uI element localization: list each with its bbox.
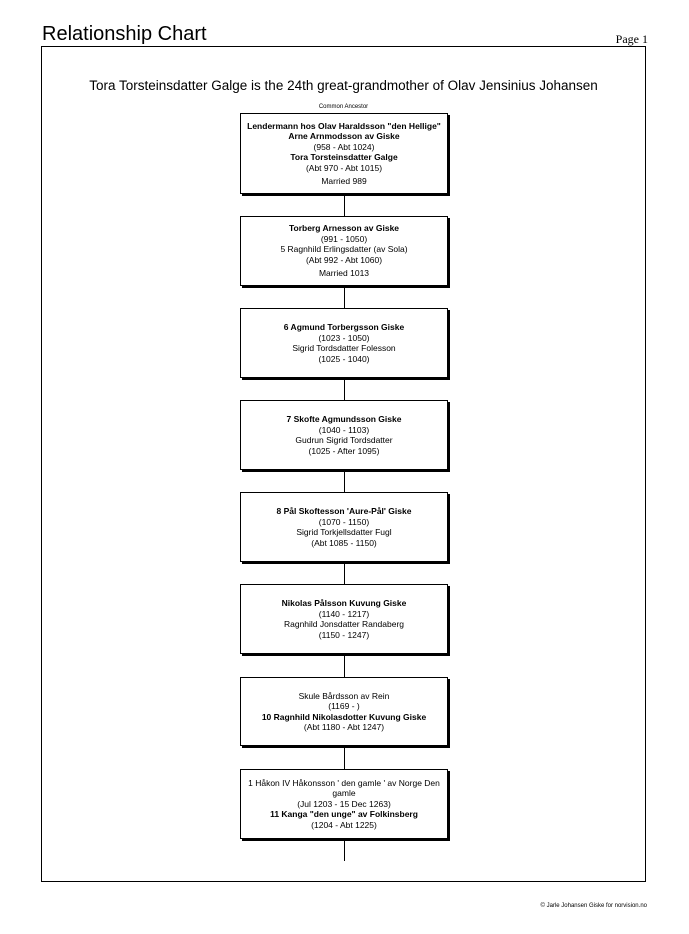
connector-line xyxy=(344,654,345,677)
person-name: 8 Pål Skoftesson 'Aure-Pål' Giske xyxy=(276,506,412,516)
person-name: Lendermann hos Olav Haraldsson "den Hellige" Arne Arnmodsson av Giske xyxy=(247,120,441,141)
person-name: 1 Håkon IV Håkonsson ' den gamle ' av Norge Den gamle xyxy=(248,777,440,799)
spouse-name: Sigrid Torkjellsdatter Fugl xyxy=(296,527,392,537)
connector-line xyxy=(344,470,345,492)
copyright-footer: © Jarle Johansen Giske for norvision.no xyxy=(540,903,647,909)
person-dates: (1169 - ) xyxy=(328,701,360,711)
person-dates: (958 - Abt 1024) xyxy=(313,141,375,152)
relationship-headline: Tora Torsteinsdatter Galge is the 24th great-grandmother of Olav Jensinius Johansen xyxy=(89,78,598,93)
connector-line xyxy=(344,746,345,769)
spouse-name: Ragnhild Jonsdatter Randaberg xyxy=(283,619,405,629)
generation-box xyxy=(240,400,448,470)
person-dates: (1023 - 1050) xyxy=(318,332,370,343)
generation-box xyxy=(240,308,448,378)
person-dates: (1070 - 1150) xyxy=(318,516,370,527)
generation-box xyxy=(240,216,448,286)
person-dates: (Jul 1203 - 15 Dec 1263) xyxy=(297,798,391,809)
person-dates: (1040 - 1103) xyxy=(318,424,370,435)
generation-box xyxy=(240,492,448,562)
person-dates: (991 - 1050) xyxy=(320,233,368,244)
page-number: Page 1 xyxy=(615,32,648,46)
connector-line xyxy=(344,286,345,308)
spouse-dates: (1150 - 1247) xyxy=(318,629,370,640)
spouse-dates: (1204 - Abt 1225) xyxy=(311,819,377,830)
spouse-dates: (1025 - After 1095) xyxy=(308,445,380,456)
person-name: 6 Agmund Torbergsson Giske xyxy=(283,322,405,332)
marriage-info: Married 1013 xyxy=(318,268,370,279)
spouse-name: 5 Ragnhild Erlingsdatter (av Sola) xyxy=(280,244,408,255)
connector-line xyxy=(344,194,345,216)
generation-box xyxy=(240,584,448,654)
connector-line xyxy=(344,562,345,584)
person-name: 7 Skofte Agmundsson Giske xyxy=(286,414,402,424)
marriage-info: Married 989 xyxy=(321,176,367,186)
spouse-dates: (1025 - 1040) xyxy=(318,353,370,364)
generation-box xyxy=(240,677,448,746)
spouse-name: Sigrid Tordsdatter Folesson xyxy=(292,343,396,353)
person-name: Torberg Arnesson av Giske xyxy=(288,223,400,234)
connector-line xyxy=(344,839,345,861)
spouse-name: Gudrun Sigrid Tordsdatter xyxy=(295,435,393,445)
spouse-dates: (Abt 1085 - 1150) xyxy=(311,537,377,548)
person-name: Skule Bårdsson av Rein xyxy=(298,690,390,701)
common-ancestor-label: Common Ancestor xyxy=(318,104,369,110)
spouse-dates: (Abt 1180 - Abt 1247) xyxy=(303,722,385,732)
spouse-name: 11 Kanga "den unge" av Folkinsberg xyxy=(270,809,418,820)
spouse-dates: (Abt 970 - Abt 1015) xyxy=(305,162,383,173)
spouse-dates: (Abt 992 - Abt 1060) xyxy=(305,254,383,265)
spouse-name: Tora Torsteinsdatter Galge xyxy=(290,152,398,162)
generation-box xyxy=(240,769,448,839)
connector-line xyxy=(344,378,345,400)
person-dates: (1140 - 1217) xyxy=(318,608,370,619)
generation-box xyxy=(240,113,448,194)
report-title: Relationship Chart xyxy=(42,23,207,45)
person-name: Nikolas Pålsson Kuvung Giske xyxy=(281,598,407,608)
spouse-name: 10 Ragnhild Nikolasdotter Kuvung Giske xyxy=(261,711,427,722)
